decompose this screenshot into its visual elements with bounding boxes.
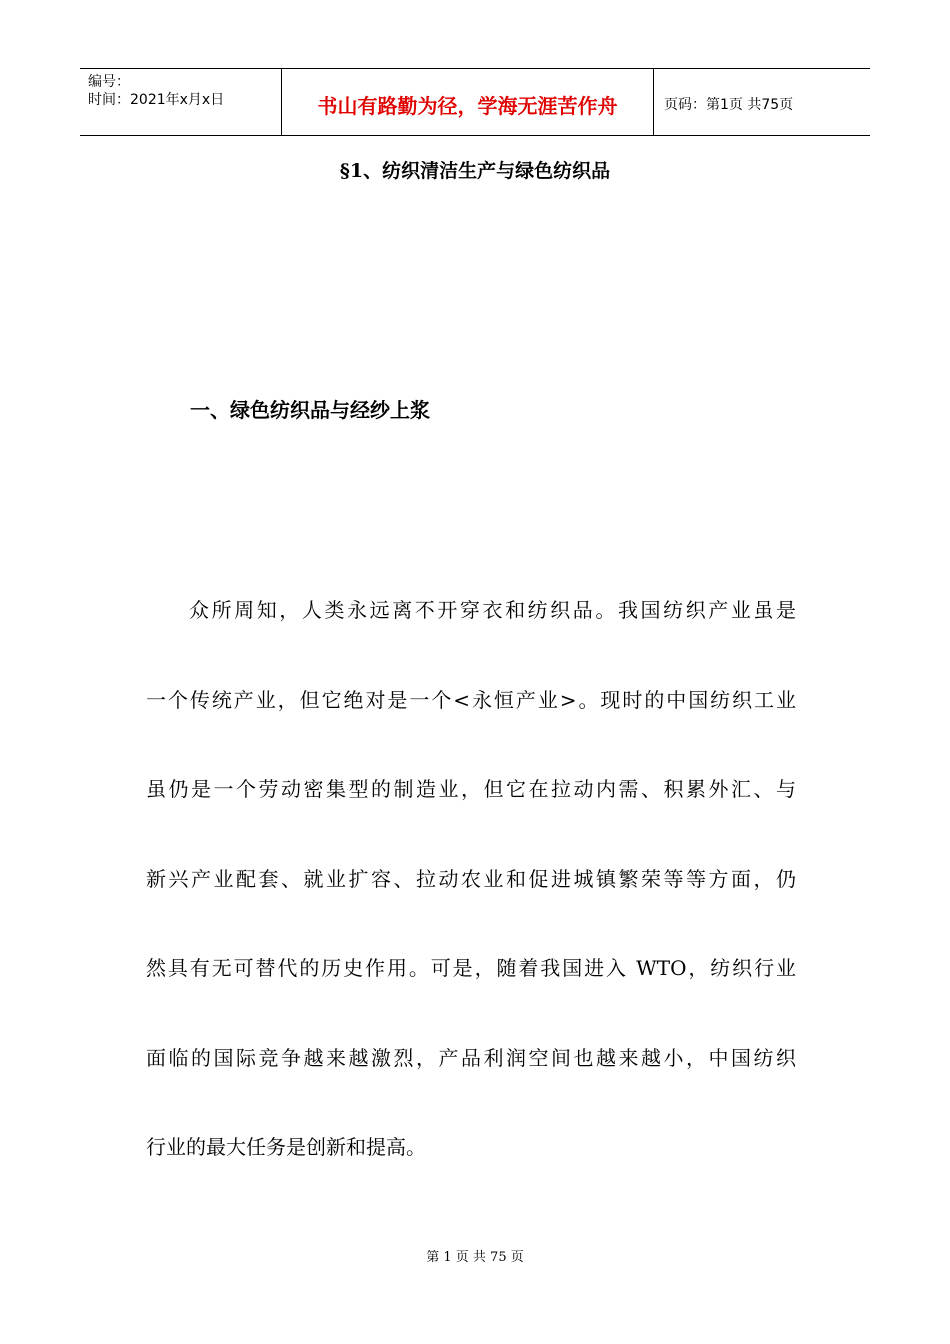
paragraph-line: 新兴产业配套、就业扩容、拉动农业和促进城镇繁荣等等方面，仍 — [146, 866, 796, 891]
paragraph-line: 面临的国际竞争越来越激烈，产品利润空间也越来越小，中国纺织 — [146, 1045, 796, 1070]
paragraph-line: 一个传统产业，但它绝对是一个<永恒产业>。现时的中国纺织工业 — [146, 687, 796, 712]
paragraph-line: 行业的最大任务是创新和提高。 — [146, 1135, 426, 1159]
page-header — [80, 68, 870, 136]
page-footer: 第 1 页 共 75 页 — [426, 1250, 524, 1265]
document-title: §1、纺织清洁生产与绿色纺织品 — [339, 160, 611, 182]
header-motto: 书山有路勤为径，学海无涯苦作舟 — [282, 69, 654, 135]
paragraph-line: 然具有无可替代的历史作用。可是，随着我国进入 WTO，纺织行业 — [146, 956, 796, 980]
document-number-label: 编号： — [88, 74, 130, 90]
body-paragraph — [146, 566, 796, 1193]
header-page-info: 页码：第1页 共75页 — [664, 97, 794, 113]
section-heading: 一、绿色纺织品与经纱上浆 — [190, 398, 430, 422]
header-meta — [80, 69, 282, 135]
paragraph-line: 众所周知，人类永远离不开穿衣和纺织品。我国纺织产业虽是 — [189, 598, 796, 622]
document-date: 时间：2021年x月x日 — [88, 92, 225, 108]
paragraph-line: 虽仍是一个劳动密集型的制造业，但它在拉动内需、积累外汇、与 — [146, 777, 796, 801]
